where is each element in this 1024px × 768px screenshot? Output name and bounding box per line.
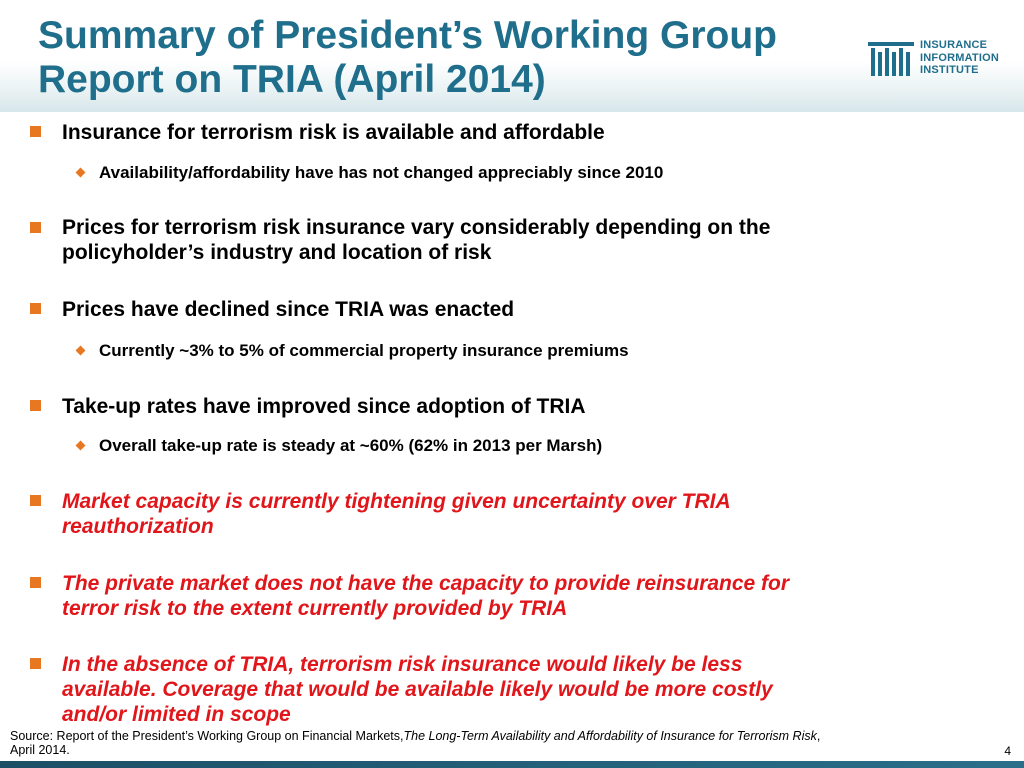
bullet-3-line-1: Prices have declined since TRIA was enacted xyxy=(62,298,515,321)
bullet-7-text xyxy=(62,652,962,727)
logo-line-2: INFORMATION xyxy=(920,51,999,64)
bullet-5-line-2: reauthorization xyxy=(62,515,214,538)
slide-header xyxy=(0,0,1024,112)
slide-title xyxy=(38,14,858,102)
source-title: The Long-Term Availability and Affordability of Insurance for Terrorism Risk xyxy=(403,729,817,743)
bullet-marker xyxy=(30,126,41,137)
source-date: April 2014. xyxy=(10,743,70,757)
bullet-4-sub: Overall take-up rate is steady at ~60% (62% in 2013 per Marsh) xyxy=(99,436,603,455)
sub-bullet-marker xyxy=(76,168,86,178)
bullet-marker xyxy=(30,495,41,506)
bullet-7-line-1: In the absence of TRIA, terrorism risk insurance would likely be less xyxy=(62,653,743,676)
iii-logo xyxy=(868,36,1018,80)
bullet-7-line-2: available. Coverage that would be available likely would be more costly xyxy=(62,678,773,701)
bullet-1-text xyxy=(62,120,962,145)
bullet-marker xyxy=(30,303,41,314)
bullet-6-line-1: The private market does not have the capacity to provide reinsurance for xyxy=(62,572,790,595)
source-prefix: Source: Report of the President’s Working Group on Financial Markets, xyxy=(10,729,404,743)
bullet-6-text xyxy=(62,571,962,621)
bullet-3-text xyxy=(62,297,962,322)
bullet-2-line-2: policyholder’s industry and location of risk xyxy=(62,241,492,264)
bullet-marker xyxy=(30,577,41,588)
bullet-5-text xyxy=(62,489,962,539)
bullet-5-line-1: Market capacity is currently tightening given uncertainty over TRIA xyxy=(62,490,731,513)
logo-wordmark xyxy=(920,39,999,77)
bullet-7-line-3: and/or limited in scope xyxy=(62,703,291,726)
bullet-3-sub: Currently ~3% to 5% of commercial property insurance premiums xyxy=(99,341,629,360)
iii-logo-icon xyxy=(868,38,914,78)
bullet-marker xyxy=(30,222,41,233)
bullet-2-text xyxy=(62,215,962,265)
title-line-1: Summary of President’s Working Group xyxy=(38,14,777,57)
source-suffix: , xyxy=(816,729,821,743)
footer-bar xyxy=(0,761,1024,768)
title-line-2: Report on TRIA (April 2014) xyxy=(38,58,546,101)
page-number: 4 xyxy=(1004,744,1011,758)
bullet-marker xyxy=(30,400,41,411)
bullet-marker xyxy=(30,658,41,669)
bullet-4-text xyxy=(62,394,962,419)
bullet-2-line-1: Prices for terrorism risk insurance vary considerably depending on the xyxy=(62,216,771,239)
sub-bullet-marker xyxy=(76,441,86,451)
sub-bullet-marker xyxy=(76,346,86,356)
bullet-6-line-2: terror risk to the extent currently provided by TRIA xyxy=(62,597,568,620)
bullet-4-line-1: Take-up rates have improved since adoption of TRIA xyxy=(62,395,586,418)
bullet-1-sub: Availability/affordability have has not changed appreciably since 2010 xyxy=(99,163,664,182)
bullet-1-line-1: Insurance for terrorism risk is available and affordable xyxy=(62,121,605,144)
source-citation xyxy=(10,729,1010,757)
logo-line-3: INSTITUTE xyxy=(920,64,979,76)
logo-line-1: INSURANCE xyxy=(920,39,988,51)
